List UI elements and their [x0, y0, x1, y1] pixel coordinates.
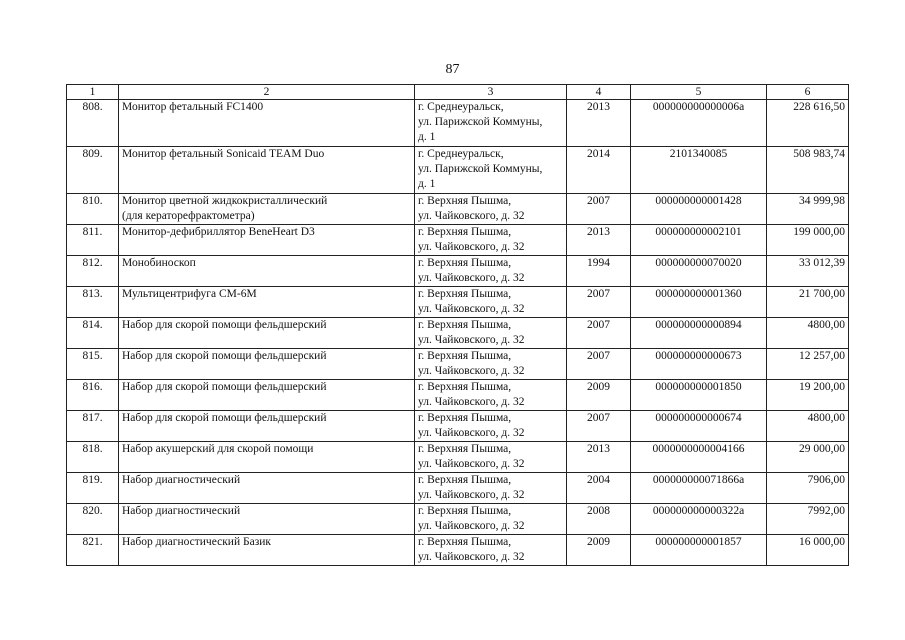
item-name-cell: [119, 349, 415, 380]
cost-cell: 228 616,50: [767, 100, 849, 147]
address-line: г. Верхняя Пышма,: [418, 412, 512, 424]
address-line: ул. Чайковского, д. 32: [418, 427, 525, 439]
table-row: [67, 225, 849, 256]
cost-cell: 12 257,00: [767, 349, 849, 380]
cost-cell: 21 700,00: [767, 287, 849, 318]
inventory-number-cell: 000000000002101: [631, 225, 767, 256]
page-number: 87: [445, 62, 460, 77]
address-cell: [415, 411, 567, 442]
row-number-cell: 811.: [67, 225, 119, 256]
item-name-cell: [119, 225, 415, 256]
inventory-number-cell: 000000000071866а: [631, 473, 767, 504]
row-number-cell: 814.: [67, 318, 119, 349]
table-row: [67, 380, 849, 411]
address-line: ул. Чайковского, д. 32: [418, 241, 525, 253]
address-line: д. 1: [418, 178, 436, 190]
row-number-cell: 816.: [67, 380, 119, 411]
address-line: г. Верхняя Пышма,: [418, 195, 512, 207]
table-row: [67, 411, 849, 442]
address-line: г. Верхняя Пышма,: [418, 319, 512, 331]
address-cell: [415, 287, 567, 318]
table-row: [67, 535, 849, 566]
table-row: [67, 100, 849, 147]
address-cell: [415, 535, 567, 566]
address-line: г. Верхняя Пышма,: [418, 443, 512, 455]
item-name-cell: [119, 100, 415, 147]
year-cell: 2013: [567, 442, 631, 473]
table-row: [67, 504, 849, 535]
address-line: ул. Парижской Коммуны,: [418, 163, 543, 175]
cost-cell: 33 012,39: [767, 256, 849, 287]
inventory-number-cell: 000000000000894: [631, 318, 767, 349]
item-name-cell: [119, 473, 415, 504]
inventory-number-cell: 000000000070020: [631, 256, 767, 287]
address-line: ул. Чайковского, д. 32: [418, 334, 525, 346]
address-line: г. Верхняя Пышма,: [418, 350, 512, 362]
address-cell: [415, 473, 567, 504]
item-name-cell: [119, 535, 415, 566]
column-header: 3: [415, 85, 567, 100]
item-name-line: Монитор фетальный FC1400: [122, 101, 264, 113]
item-name-line: Набор для скорой помощи фельдшерский: [122, 319, 327, 331]
year-cell: 2007: [567, 411, 631, 442]
address-line: ул. Парижской Коммуны,: [418, 116, 543, 128]
cost-cell: 4800,00: [767, 411, 849, 442]
item-name-cell: [119, 442, 415, 473]
row-number-cell: 821.: [67, 535, 119, 566]
inventory-number-cell: 000000000000322а: [631, 504, 767, 535]
item-name-line: Монитор фетальный Sonicaid TEAM Duo: [122, 148, 325, 160]
address-line: г. Верхняя Пышма,: [418, 226, 512, 238]
address-line: ул. Чайковского, д. 32: [418, 365, 525, 377]
table-row: [67, 473, 849, 504]
item-name-line: Набор диагностический: [122, 505, 241, 517]
address-cell: [415, 100, 567, 147]
item-name-line: (для кераторефрактометра): [122, 210, 255, 222]
item-name-line: Монобиноскоп: [122, 257, 196, 269]
address-line: г. Среднеуральск,: [418, 101, 504, 113]
table-row: [67, 194, 849, 225]
address-line: г. Верхняя Пышма,: [418, 505, 512, 517]
column-header: 2: [119, 85, 415, 100]
cost-cell: 34 999,98: [767, 194, 849, 225]
year-cell: 2013: [567, 225, 631, 256]
address-line: ул. Чайковского, д. 32: [418, 458, 525, 470]
address-line: г. Верхняя Пышма,: [418, 288, 512, 300]
address-line: г. Верхняя Пышма,: [418, 257, 512, 269]
cost-cell: 19 200,00: [767, 380, 849, 411]
row-number-cell: 818.: [67, 442, 119, 473]
item-name-cell: [119, 504, 415, 535]
item-name-line: Монитор-дефибриллятор BeneHeart D3: [122, 226, 315, 238]
item-name-line: Набор для скорой помощи фельдшерский: [122, 381, 327, 393]
address-line: ул. Чайковского, д. 32: [418, 210, 525, 222]
cost-cell: 508 983,74: [767, 147, 849, 194]
table-row: [67, 349, 849, 380]
year-cell: 2009: [567, 380, 631, 411]
row-number-cell: 810.: [67, 194, 119, 225]
cost-cell: 16 000,00: [767, 535, 849, 566]
cost-cell: 4800,00: [767, 318, 849, 349]
year-cell: 2007: [567, 349, 631, 380]
year-cell: 2013: [567, 100, 631, 147]
address-cell: [415, 194, 567, 225]
table-row: [67, 318, 849, 349]
cost-cell: 7992,00: [767, 504, 849, 535]
address-line: д. 1: [418, 131, 436, 143]
item-name-cell: [119, 411, 415, 442]
address-line: г. Верхняя Пышма,: [418, 381, 512, 393]
row-number-cell: 817.: [67, 411, 119, 442]
address-line: ул. Чайковского, д. 32: [418, 551, 525, 563]
item-name-line: Мультицентрифуга СМ-6М: [122, 288, 257, 300]
year-cell: 2007: [567, 194, 631, 225]
address-cell: [415, 442, 567, 473]
column-header: 1: [67, 85, 119, 100]
table-row: [67, 256, 849, 287]
address-cell: [415, 504, 567, 535]
address-line: г. Среднеуральск,: [418, 148, 504, 160]
address-cell: [415, 349, 567, 380]
year-cell: 2008: [567, 504, 631, 535]
address-cell: [415, 318, 567, 349]
address-line: ул. Чайковского, д. 32: [418, 520, 525, 532]
address-line: ул. Чайковского, д. 32: [418, 303, 525, 315]
equipment-table: [66, 84, 849, 566]
cost-cell: 199 000,00: [767, 225, 849, 256]
inventory-number-cell: 000000000000673: [631, 349, 767, 380]
table-row: [67, 287, 849, 318]
inventory-number-cell: 000000000001857: [631, 535, 767, 566]
inventory-number-cell: 000000000000006а: [631, 100, 767, 147]
table-body: [67, 100, 849, 566]
table-row: [67, 442, 849, 473]
row-number-cell: 815.: [67, 349, 119, 380]
item-name-cell: [119, 318, 415, 349]
item-name-cell: [119, 380, 415, 411]
item-name-cell: [119, 194, 415, 225]
header-row: [67, 85, 849, 100]
address-cell: [415, 380, 567, 411]
inventory-number-cell: 000000000001428: [631, 194, 767, 225]
year-cell: 2007: [567, 318, 631, 349]
address-line: ул. Чайковского, д. 32: [418, 272, 525, 284]
column-header: 4: [567, 85, 631, 100]
year-cell: 2014: [567, 147, 631, 194]
row-number-cell: 820.: [67, 504, 119, 535]
column-header: 6: [767, 85, 849, 100]
item-name-cell: [119, 287, 415, 318]
year-cell: 2009: [567, 535, 631, 566]
year-cell: 2007: [567, 287, 631, 318]
address-cell: [415, 256, 567, 287]
table-row: [67, 147, 849, 194]
item-name-line: Набор диагностический Базик: [122, 536, 271, 548]
row-number-cell: 819.: [67, 473, 119, 504]
item-name-cell: [119, 147, 415, 194]
address-line: г. Верхняя Пышма,: [418, 536, 512, 548]
item-name-line: Монитор цветной жидкокристаллический: [122, 195, 328, 207]
address-cell: [415, 225, 567, 256]
year-cell: 1994: [567, 256, 631, 287]
address-line: ул. Чайковского, д. 32: [418, 396, 525, 408]
inventory-number-cell: 000000000000674: [631, 411, 767, 442]
year-cell: 2004: [567, 473, 631, 504]
address-line: г. Верхняя Пышма,: [418, 474, 512, 486]
item-name-line: Набор диагностический: [122, 474, 241, 486]
address-cell: [415, 147, 567, 194]
item-name-line: Набор для скорой помощи фельдшерский: [122, 412, 327, 424]
inventory-number-cell: 0000000000004166: [631, 442, 767, 473]
cost-cell: 29 000,00: [767, 442, 849, 473]
row-number-cell: 808.: [67, 100, 119, 147]
inventory-number-cell: 2101340085: [631, 147, 767, 194]
column-header: 5: [631, 85, 767, 100]
cost-cell: 7906,00: [767, 473, 849, 504]
table-header: [67, 85, 849, 100]
item-name-cell: [119, 256, 415, 287]
row-number-cell: 809.: [67, 147, 119, 194]
inventory-number-cell: 000000000001850: [631, 380, 767, 411]
inventory-number-cell: 000000000001360: [631, 287, 767, 318]
item-name-line: Набор для скорой помощи фельдшерский: [122, 350, 327, 362]
address-line: ул. Чайковского, д. 32: [418, 489, 525, 501]
row-number-cell: 812.: [67, 256, 119, 287]
item-name-line: Набор акушерский для скорой помощи: [122, 443, 314, 455]
row-number-cell: 813.: [67, 287, 119, 318]
